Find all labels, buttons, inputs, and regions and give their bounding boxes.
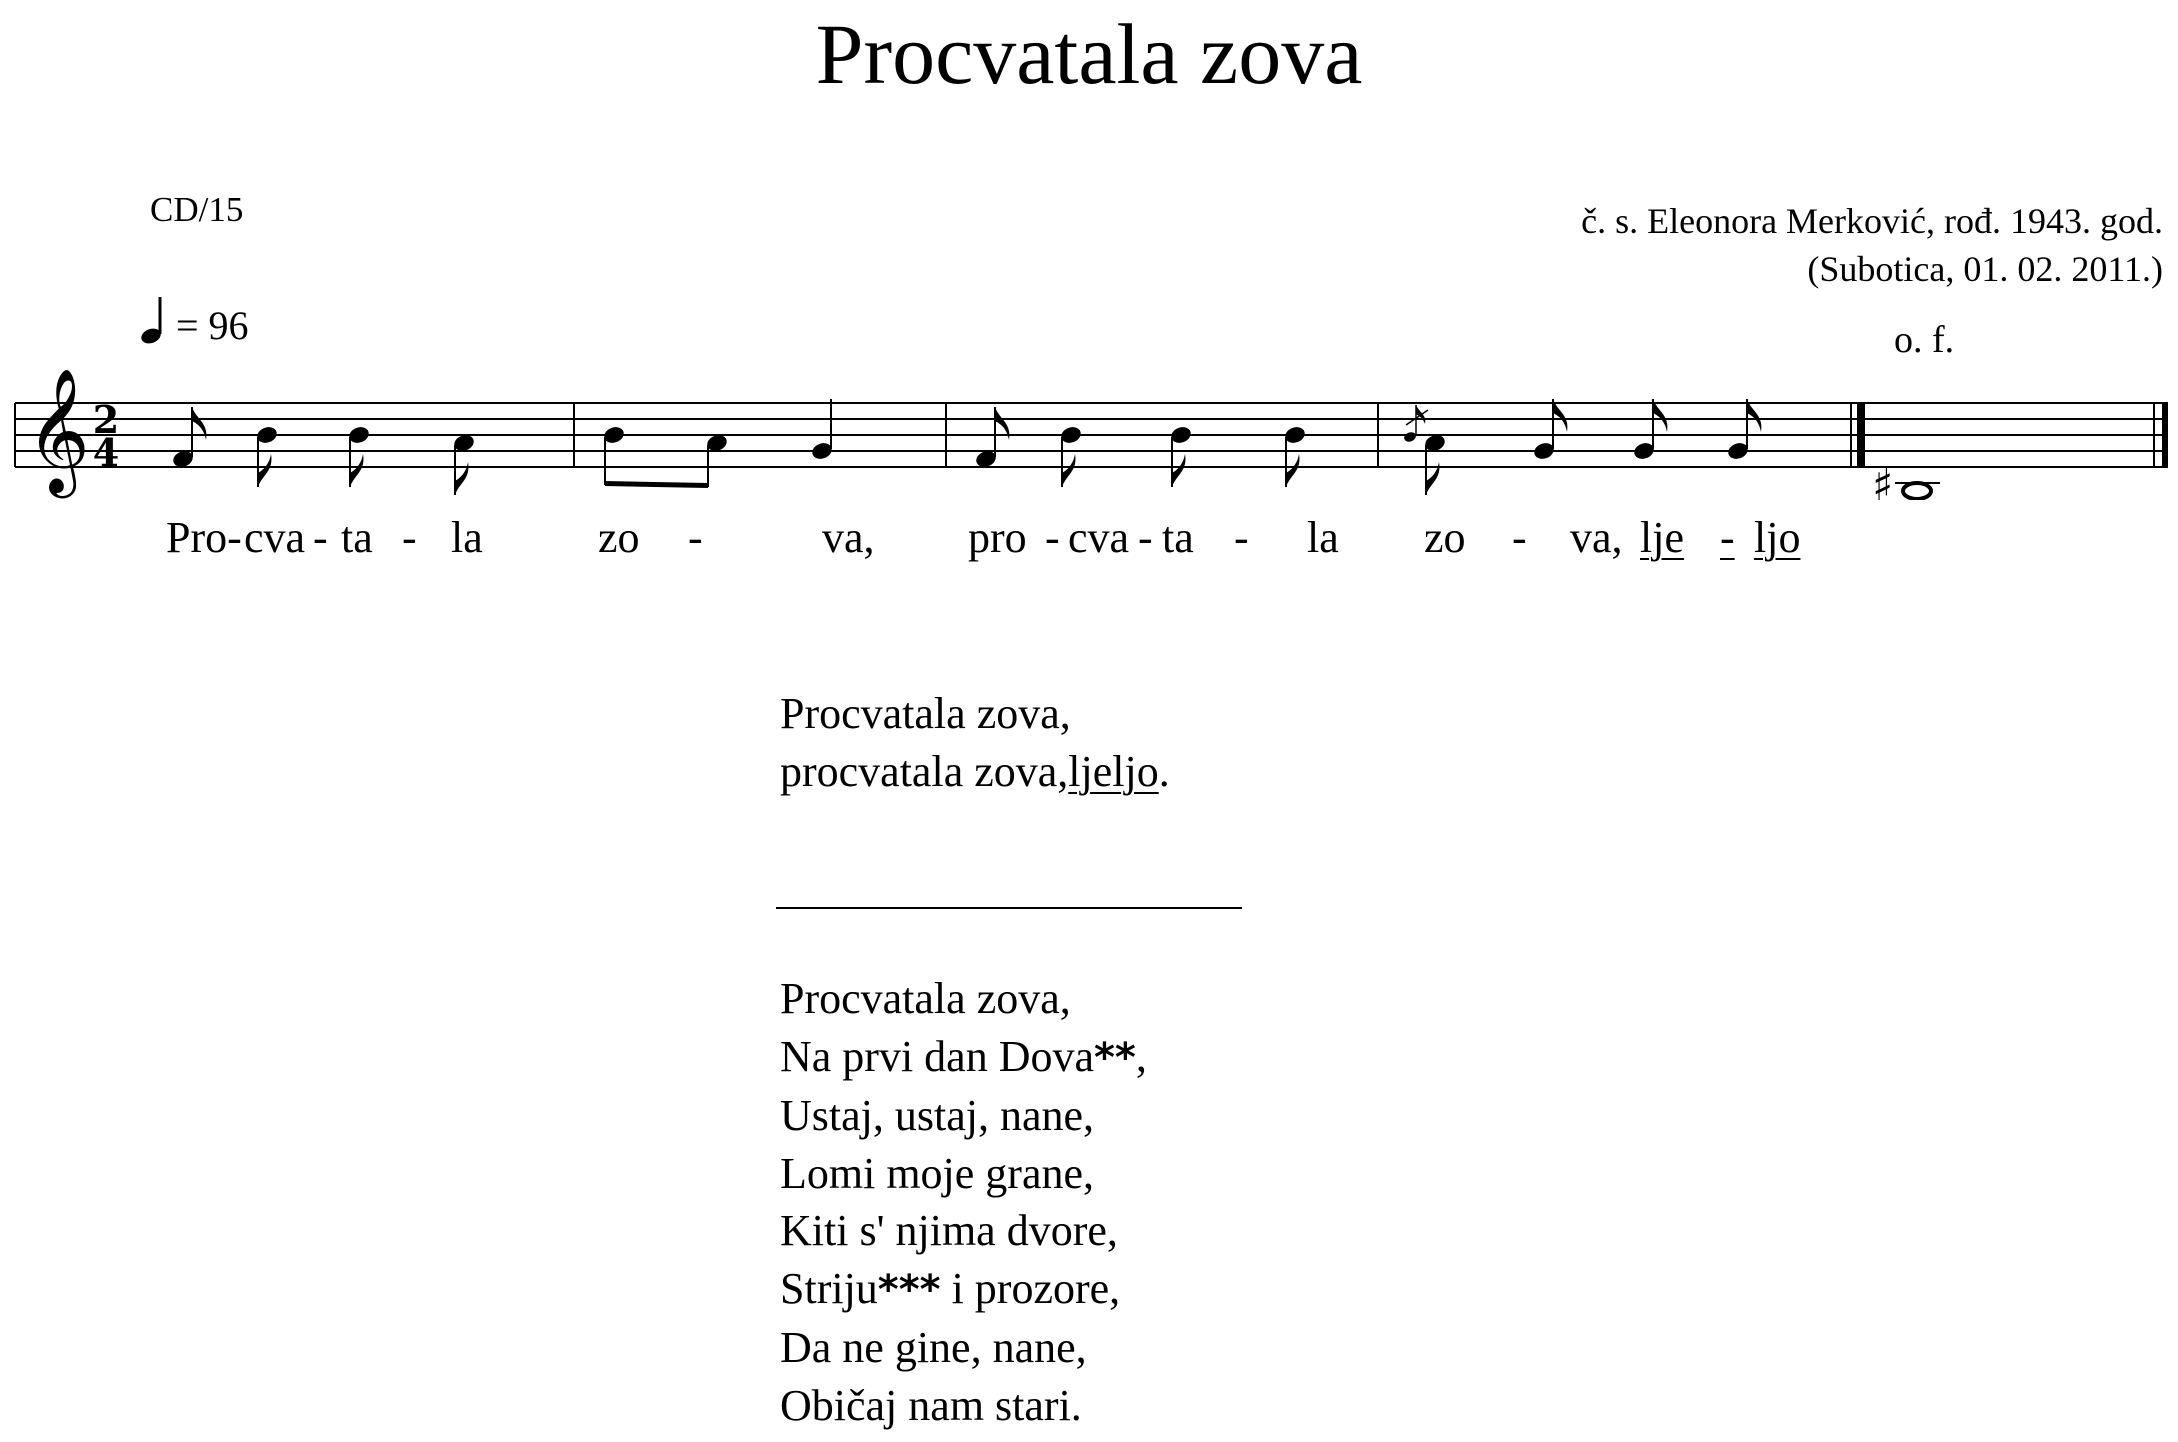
eighth-flag — [1286, 454, 1299, 487]
lyric-hyphen: - — [402, 513, 417, 562]
eighth-flag — [1172, 454, 1185, 487]
verse-line: Ustaj, ustaj, nane, — [780, 1091, 1095, 1140]
lyric-hyphen: - — [1512, 513, 1527, 562]
verse-line: Procvatala zova, — [780, 974, 1071, 1023]
lyric-syllable: va, — [822, 513, 875, 562]
time-signature-top: 2 — [92, 397, 120, 442]
verse-line: Striju*** i prozore, — [780, 1263, 1121, 1313]
lyric-hyphen-refrain: - — [1720, 513, 1735, 562]
tempo-value: = 96 — [176, 303, 249, 348]
staff-lines — [15, 403, 2168, 467]
measure-2 — [602, 399, 834, 488]
lyric-syllable: ta — [1162, 513, 1194, 562]
lyric-syllable: la — [1307, 513, 1339, 562]
recording-label: CD/15 — [150, 190, 244, 229]
ending-mark: o. f. — [1894, 319, 1955, 361]
whole-note-head — [1903, 483, 1931, 499]
treble-clef-icon: 𝄞 — [26, 368, 90, 493]
lyric-hyphen: - — [1234, 513, 1249, 562]
lyric-syllable-refrain: lje — [1640, 513, 1684, 562]
lyric-hyphen: - — [313, 513, 328, 562]
verse-line: procvatala zova,ljeljo. — [780, 746, 1170, 796]
measure-4 — [1403, 399, 1762, 495]
lyric-syllable-refrain: ljo — [1754, 513, 1801, 562]
verse-line: Na prvi dan Dova**, — [780, 1031, 1147, 1081]
music-staff — [0, 350, 2178, 500]
lyric-syllable: Pro- — [166, 513, 242, 562]
verse-full-text — [780, 970, 1147, 1434]
lyric-hyphen: - — [688, 513, 703, 562]
recording-place-date: (Subotica, 01. 02. 2011.) — [1807, 249, 2163, 289]
verse-line: Kiti s' njima dvore, — [780, 1206, 1118, 1255]
lyric-hyphen: - — [1138, 513, 1153, 562]
eighth-flag — [1062, 454, 1075, 487]
eighth-flag — [350, 454, 363, 487]
lyric-syllable: zo — [1424, 513, 1466, 562]
verse-line: Lomi moje grane, — [780, 1148, 1095, 1198]
lyric-syllable: cva — [1068, 513, 1130, 562]
beam — [605, 481, 708, 488]
lyric-syllable: ta — [341, 513, 373, 562]
verse-line: Procvatala zova, — [780, 689, 1071, 738]
verse-refrain — [780, 685, 1170, 800]
refrain-word: ljeljo — [1068, 746, 1159, 796]
verse-line: Običaj nam stari. — [780, 1380, 1082, 1430]
song-title: Procvatala zova — [815, 6, 1363, 102]
tempo-marking — [140, 295, 249, 349]
lyric-syllable: pro — [968, 513, 1027, 562]
grace-note — [1403, 405, 1428, 443]
verse-line: Da ne gine, nane, — [780, 1323, 1087, 1372]
lyric-syllable: va, — [1570, 513, 1623, 562]
time-signature-bottom: 4 — [92, 430, 120, 475]
eighth-flag — [258, 454, 271, 487]
section-divider — [776, 907, 1242, 909]
lyric-syllable: la — [451, 513, 483, 562]
singer-info — [1581, 197, 2163, 293]
quarter-note-icon — [140, 295, 166, 345]
footnote-marker: ** — [1094, 1034, 1136, 1081]
singer-name-line: č. s. Eleonora Merković, rođ. 1943. god. — [1581, 201, 2163, 241]
footnote-marker: *** — [877, 1266, 941, 1313]
lyric-syllable: cva — [244, 513, 306, 562]
lyric-hyphen: - — [1045, 513, 1060, 562]
sharp-icon: ♯ — [1872, 460, 1894, 500]
lyric-syllable: zo — [598, 513, 640, 562]
